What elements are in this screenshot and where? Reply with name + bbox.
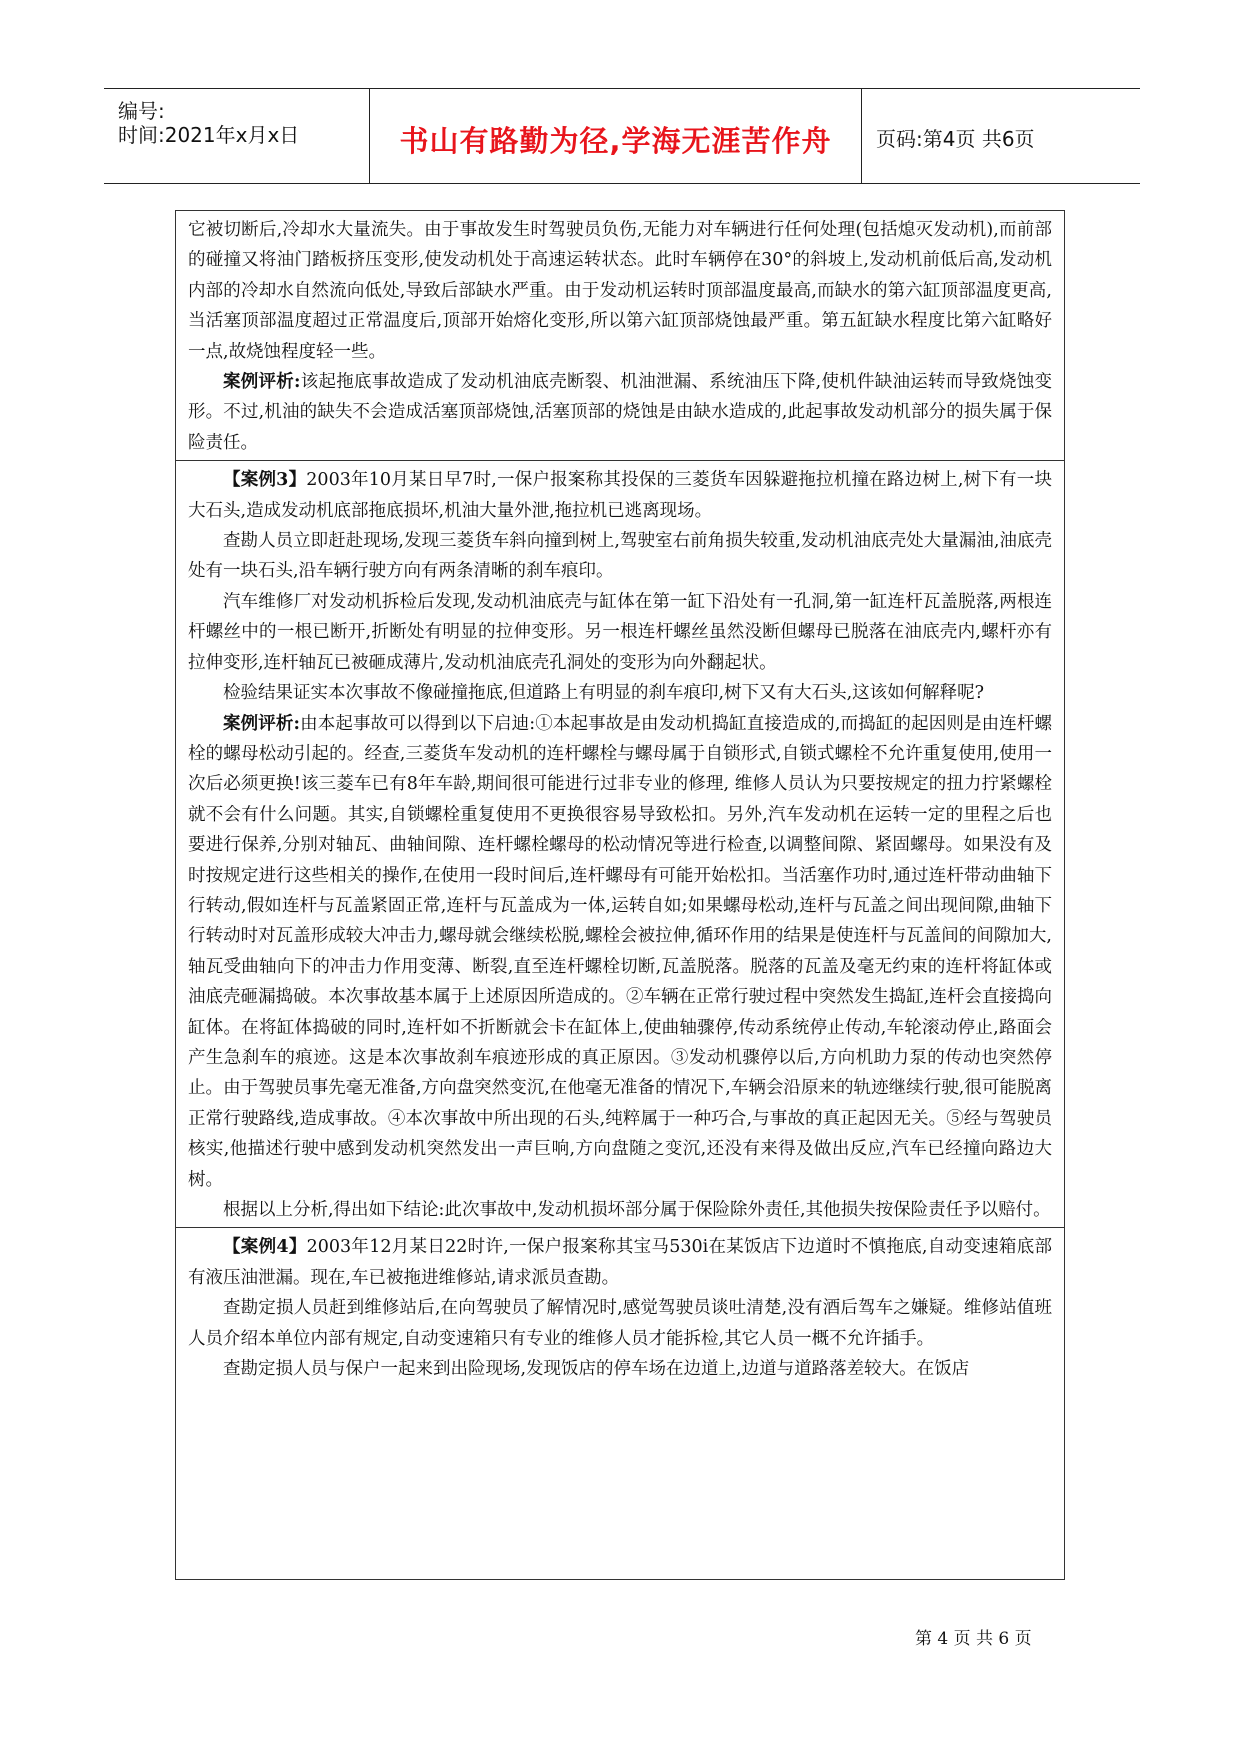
paragraph	[188, 367, 1052, 458]
paragraph	[188, 709, 1052, 1196]
document-time-label: 时间:2021年x月x日	[118, 123, 300, 147]
paragraph: 它被切断后,冷却水大量流失。由于事故发生时驾驶员负伤,无能力对车辆进行任何处理(包括熄灭发动机),而前部的碰撞又将油门踏板挤压变形,使发动机处于高速运转状态。此时车辆停在30°的斜坡上,发动机前低后高,发动机内部的冷却水自然流向低处,导致后部缺水严重。由于发动机运转时顶部温度最高,而缺水的第六缸顶部温度更高,当活塞顶部温度超过正常温度后,顶部开始熔化变形,所以第六缸顶部烧蚀最严重。第五缸缺水程度比第六缸略好一点,故烧蚀程度轻一些。	[188, 220, 1052, 362]
case-review-label: 案例评析:	[223, 372, 301, 393]
header-info-cell	[104, 89, 370, 183]
paragraph-text: 该起拖底事故造成了发动机油底壳断裂、机油泄漏、系统油压下降,使机件缺油运转而导致烧蚀变形。不过,机油的缺失不会造成活塞顶部烧蚀,活塞顶部的烧蚀是由缺水造成的,此起事故发动机部分的损失属于保险责任。	[188, 372, 1052, 453]
paragraph: 查勘定损人员赶到维修站后,在向驾驶员了解情况时,感觉驾驶员谈吐清楚,没有酒后驾车之嫌疑。维修站值班人员介绍本单位内部有规定,自动变速箱只有专业的维修人员才能拆检,其它人员一概不允许插手。	[188, 1298, 1052, 1349]
header-motto-cell	[370, 89, 862, 183]
case-review-label: 案例评析:	[223, 713, 300, 734]
paragraph: 查勘定损人员与保户一起来到出险现场,发现饭店的停车场在边道上,边道与道路落差较大。在饭店	[223, 1359, 970, 1380]
case-3-section	[176, 461, 1064, 1228]
document-number-label: 编号:	[118, 99, 165, 123]
paragraph	[188, 465, 1052, 526]
content-table	[175, 210, 1065, 1580]
case-4-section	[176, 1228, 1064, 1386]
case-2-continued-section	[176, 211, 1064, 461]
page-header	[104, 88, 1140, 184]
case-title-label: 【案例3】	[223, 470, 307, 491]
paragraph-text: 2003年10月某日早7时,一保户报案称其投保的三菱货车因躲避拖拉机撞在路边树上,树下有一块大石头,造成发动机底部拖底损坏,机油大量外泄,拖拉机已逃离现场。	[188, 470, 1052, 521]
paragraph: 检验结果证实本次事故不像碰撞拖底,但道路上有明显的刹车痕印,树下又有大石头,这该如何解释呢?	[223, 683, 985, 704]
paragraph-text: 由本起事故可以得到以下启迪:①本起事故是由发动机捣缸直接造成的,而捣缸的起因则是由连杆螺栓的螺母松动引起的。经查,三菱货车发动机的连杆螺栓与螺母属于自锁形式,自锁式螺栓不允许重复使用,使用一次后必须更换!该三菱车已有8年车龄,期间很可能进行过非专业的修理, 维修人员认为只要按规定的扭力拧紧螺栓就不会有什么问题。其实,自锁螺栓重复使用不更换很容易导致松扣。另外,汽车发动机在运转一定的里程之后也要进行保养,分别对轴瓦、曲轴间隙、连杆螺栓螺母的松动情况等进行检查,以调整间隙、紧固螺母。如果没有及时按规定进行这些相关的操作,在使用一段时间后,连杆螺母有可能开始松扣。当活塞作功时,通过连杆带动曲轴下行转动,假如连杆与瓦盖紧固正常,连杆与瓦盖成为一体,运转自如;如果螺母松动,连杆与瓦盖之间出现间隙,曲轴下行转动时对瓦盖形成较大冲击力,螺母就会继续松脱,螺栓会被拉伸,循环作用的结果是使连杆与瓦盖间的间隙加大,轴瓦受曲轴向下的冲击力作用变薄、断裂,直至连杆螺栓切断,瓦盖脱落。脱落的瓦盖及毫无约束的连杆将缸体或油底壳砸漏捣破。本次事故基本属于上述原因所造成的。②车辆在正常行驶过程中突然发生捣缸,连杆会直接捣向缸体。在将缸体捣破的同时,连杆如不折断就会卡在缸体上,使曲轴骤停,传动系统停止传动,车轮滚动停止,路面会产生急刹车的痕迹。这是本次事故刹车痕迹形成的真正原因。③发动机骤停以后,方向机助力泵的传动也突然停止。由于驾驶员事先毫无准备,方向盘突然变沉,在他毫无准备的情况下,车辆会沿原来的轨迹继续行驶,很可能脱离正常行驶路线,造成事故。④本次事故中所出现的石头,纯粹属于一种巧合,与事故的真正起因无关。⑤经与驾驶员核实,他描述行驶中感到发动机突然发出一声巨响,方向盘随之变沉,还没有来得及做出反应,汽车已经撞向路边大树。	[188, 713, 1052, 1190]
paragraph: 根据以上分析,得出如下结论:此次事故中,发动机损坏部分属于保险除外责任,其他损失按保险责任予以赔付。	[223, 1200, 1051, 1220]
paragraph: 查勘人员立即赶赴现场,发现三菱货车斜向撞到树上,驾驶室右前角损失较重,发动机油底壳处大量漏油,油底壳处有一块石头,沿车辆行驶方向有两条清晰的刹车痕印。	[188, 531, 1052, 582]
page-footer: 第 4 页 共 6 页	[915, 1629, 1032, 1649]
paragraph: 汽车维修厂对发动机拆检后发现,发动机油底壳与缸体在第一缸下沿处有一孔洞,第一缸连杆瓦盖脱落,两根连杆螺丝中的一根已断开,折断处有明显的拉伸变形。另一根连杆螺丝虽然没断但螺母已脱落在油底壳内,螺杆亦有拉伸变形,连杆轴瓦已被砸成薄片,发动机油底壳孔洞处的变形为向外翻起状。	[188, 591, 1052, 673]
case-title-label: 【案例4】	[223, 1237, 307, 1258]
paragraph-text: 2003年12月某日22时许,一保户报案称其宝马530i在某饭店下边道时不慎拖底,自动变速箱底部有液压油泄漏。现在,车已被拖进维修站,请求派员查勘。	[188, 1237, 1052, 1288]
header-motto: 书山有路勤为径,学海无涯苦作舟	[399, 124, 832, 158]
paragraph	[188, 1232, 1052, 1293]
header-page-cell	[862, 89, 1140, 183]
header-page-number: 页码:第4页 共6页	[876, 127, 1035, 151]
